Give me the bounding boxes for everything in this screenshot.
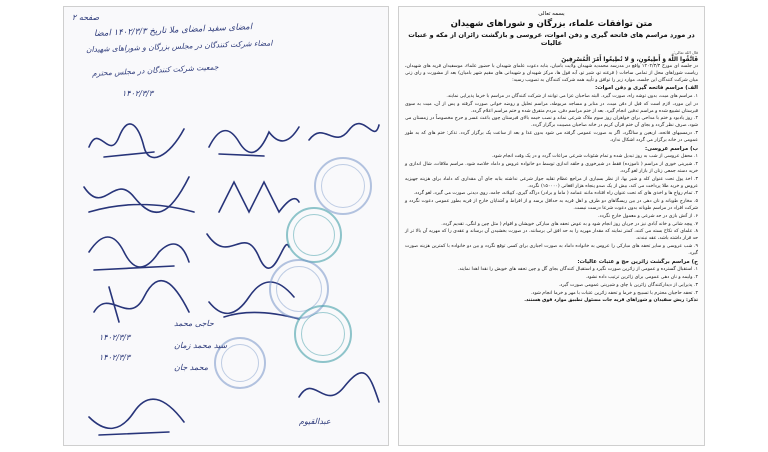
section-item: در این مورد، لازم است که قبل از دفن میت، در منابر و مساجد مربوطه، مراسم تحلیل و روضه خوانی صورت گرفته و پس از آن، میت به سوی قبرستان تشییع شده و مراسم تدفین انجام گیرد. بعد از ختم مراسم دفن، مردم متفرق شده و ختم مراسم اعلام گردد.	[405, 101, 698, 114]
document-subtitle: در مورد مراسم های فاتحه گیری و دفن اموات، عروسی و بازگشت زائران از مکه و عتبات عالیات	[408, 30, 695, 47]
sig-name-3: محمد جان	[174, 363, 209, 372]
section-item: ۳. اخذ پول تحت عنوان کله و شیر بها، از نظر بسیاری از مراجع عظام تقلید جواز شرعی نداشته بنابه جای آن مقداری که داماد برای هزینه جهیزیه عروس و خرید طلا پرداخت می کند، بیش از یک صدو پنجاه هزار افغانی (۱۵۰۰۰۰) نگردد.	[405, 176, 698, 189]
section-item: ۳. درمسیهای فاتحه، اربعین و سالگرد، اگر به صورت عمومی گرفته می شود بدون غذا و بعد از ساعت یک برگزار گردد. تذکر: ختم های که به طور عمومی در خانه برگزار می گردد اشکال ندارد.	[405, 131, 698, 143]
section-heading-funerals: الف) مراسم فاتحه گیری و دفن اموات:	[595, 85, 698, 92]
handwritten-header-line: امضای سفید امضای ملا تاریخ ۱۴۰۲/۳/۳ امضا	[93, 22, 253, 39]
seal-stamp-1	[314, 157, 372, 215]
sig-date-2: ۱۴۰۲/۳/۳	[99, 353, 131, 362]
quran-quote: فَاتَّقُوا اللَّهَ وَ أَطِيعُونِ، وَ لا تُطِيعُوا أَمْرَ الْمُسْرِفِينَ	[561, 57, 698, 63]
signature-4	[79, 167, 199, 222]
section-item: ۷. پیچه شانی و خانه آبادی نیز در جریان روز انجام شود و به عوض تحفه های مبارکی خویشان و اقوام ( مثل چین و لنگی، تقدیم گردد.	[441, 221, 698, 227]
signature-6	[84, 222, 194, 277]
section-item: ۱. مراسم های میت، بدون توشه راه، صورت گیرد. البته صاحبان عزا می توانند از شرکت کنندگان در مراسم با خرما پذیرایی نمایند.	[446, 94, 698, 99]
section-item: ۴. تحفه حاجیان محترم با تسبیح و خرما و تحفه زائرین عتبات با مهر و خرما انجام شود.	[530, 290, 698, 296]
document-title: متن توافقات علماء، بزرگان و شوراهای شهیدان	[450, 19, 653, 29]
section-item: ۶. از آتش بازی در حد شرعی و معمول خارج نگردد.	[598, 213, 698, 219]
sig-date-1: ۱۴۰۲/۳/۳	[99, 333, 131, 342]
sig-name-2: سید محمد زمان	[174, 341, 228, 350]
signature-10	[294, 367, 384, 417]
intro-paragraph: در جلسه ای مورخ ۱۴۰۲/۳/۳ واقع در مدرسه محمدیه شهیدان ولایت بامیان، بنابه دعوت علمای شهیدان با حضور علماء، موسفیدان قریه های شهیدان، ریاست شوراهای محل از تمامی ساحات ( قرغنه تو، شیر تو، آبه فول ها، مرکز شهیدان و شهیدانی های مقیم شهر بامیان) بعد از مشورت و رای زنی میان شرکت کنندگان این جلسه، موارد زیر را توافق و تأیید همه شرکت کنندگان به تصویب رسید:	[405, 64, 698, 83]
section-item: ۱. محفل عروسی از شب به روز تبدیل شده و تمام شئونات شرعی مراعات گردد و در یک وقت انجام شود.	[491, 154, 698, 160]
seal-stamp-2	[286, 207, 342, 263]
sig-name-1: حاجی محمد	[174, 319, 214, 328]
signature-11	[84, 397, 194, 442]
signature-5	[214, 172, 304, 222]
handwritten-line-3: جمعیت شرکت کنندگان در مجلس محترم	[91, 62, 219, 78]
signature-1	[84, 117, 194, 167]
handwritten-date: ۱۴۰۲/۳/۳	[122, 89, 154, 98]
footer-note: تذکر: ریش سفیدان و شوراهای قریه جات مسئول تطبیق موارد فوق هستند.	[524, 298, 698, 304]
handwritten-line-2: امضاء شرکت کنندگان در مجلس بزرگان و شوراهای شهیدان	[85, 38, 273, 54]
section-item: ۴. تمام رواج ها و اخذی های که تحت عنوان راه افتاده مانند عمامه ( ماما و برادر) دراگه گیری، کیپلانه، جامه، روی دیدنی صورت می گیرد، لغو گردد.	[413, 191, 698, 197]
page-number-note: صفحه ۲	[72, 13, 100, 22]
section-item: ۲. روز یادبود و ختم با مداحی برای خواهران روز سوم ملاک شرعی نماند و نصب خیمه بالای قبرستان چون باعث عسر و حرج مخصوصاً در زمستان می شود، صرف نظر گردد و بجای آن ختم قرآن کریم در خانه صاحبان مصیبت برگزار گردد.	[405, 116, 698, 129]
section-item: ۱. استقبال گسترده و عمومی از زائرین صورت نگیرد و استقبال کنندگان بجای گل و چپن تحفه های خویش را نقدا اهدا نمایند.	[457, 267, 698, 273]
section-heading-pilgrims: ج) مراسم برگشت زائرین حج و عتبات عالیات:	[577, 258, 698, 265]
bismillah-heading: بسمه تعالی	[538, 11, 565, 17]
section-item: ۹. شب عروسی و سایر تحفه های مبارکی را عروس به خانواده داماد به صورت اجباری برای کسی توقع نگردد و بین دو خانواده با کمترین هزینه صورت گیرد.	[405, 244, 698, 256]
signature-3	[304, 115, 384, 155]
sig-name-4: عبدالقیوم	[299, 417, 331, 426]
section-item: ۲. ولیمه و نان دهی عمومی برای زائرین ترتیب داده نشود.	[585, 275, 698, 280]
signature-2	[204, 112, 304, 162]
section-heading-weddings: ب) مراسم عروسی:	[645, 145, 698, 152]
signature-page	[63, 6, 389, 446]
section-item: ۸. علمای که نکاح بسته می کنند، کمتر نمایند که مقدار مهریه را به حد افق لی برسانند. در صورت بخشیدن آن برساند و عقدی را که مهریه آن بالا تر از حد قرار داشته باشد، عقد نبندند.	[405, 229, 698, 242]
section-item: ۲. شیرینی خوری از مراسم ( ناموزده) فقط در شیرخوری و حلقه اندازی توسط دو خانواده عروس و داماد خلاصه شود. مراسم ملاقات، شال اندازی و خرید دسته جمعی زنان از بازار لغو گردد.	[405, 162, 698, 174]
seal-stamp-4	[294, 305, 352, 363]
section-item: ۳. پذیرایی از دیدارکنندگان زائرین با چای و شیرینی عمومی صورت گیرد.	[558, 282, 698, 288]
quote-label: قال الله تعالی:	[673, 50, 698, 56]
section-item: ۵. مخارج طوبانه و نان دهی در بین ریسگاهای دو طرف و اهل قریه به حداقل برسد و از افراط و آشنایان خارج از قریه بطور عمومی دعوت نگردد و شرکت افراد در مراسم طوبانه بدون دعوت شرعا درست نیست.	[405, 199, 698, 211]
agreement-document	[398, 6, 705, 446]
